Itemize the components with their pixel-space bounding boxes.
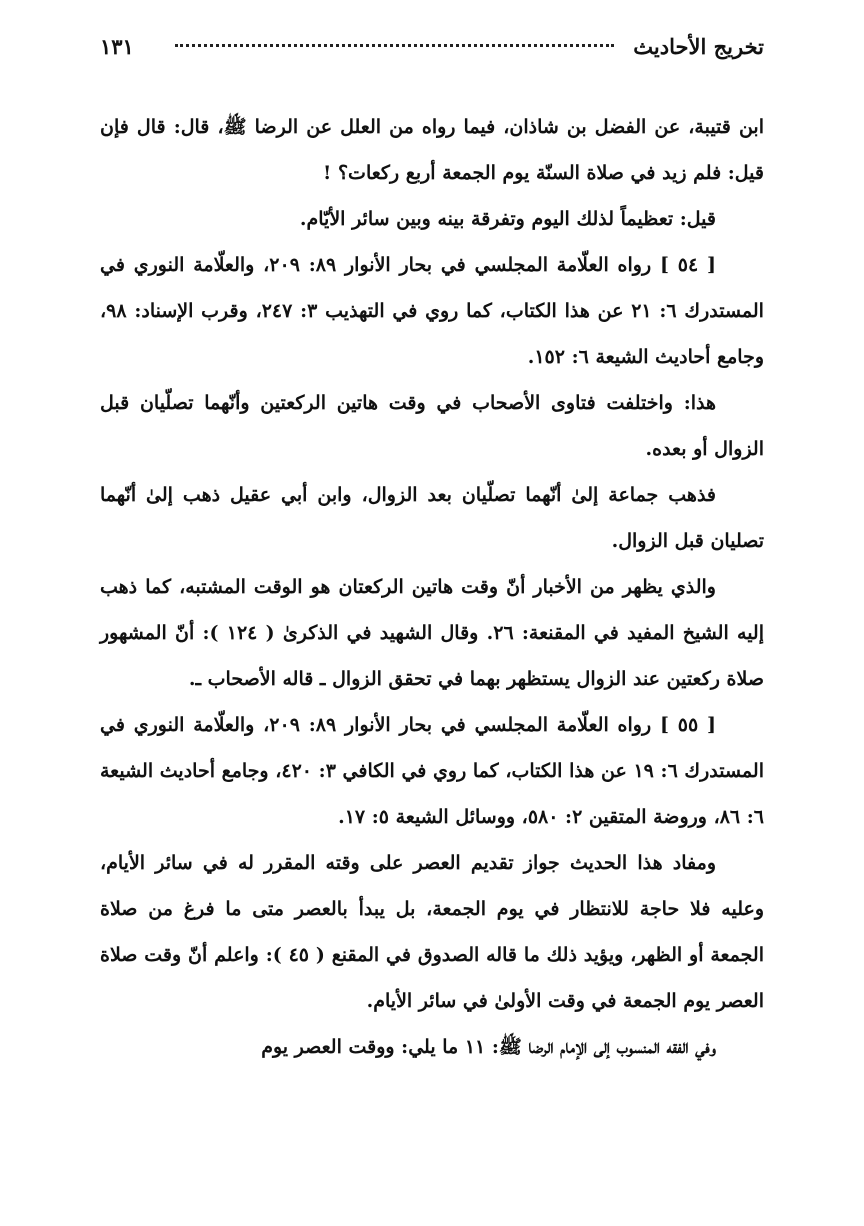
paragraph: فذهب جماعة إلىٰ أنّهما تصلّيان بعد الزوال، وابن أبي عقيل ذهب إلىٰ أنّهما تصليان قبل الزوال.: [100, 484, 764, 552]
paragraph: [ ٥٤ ] رواه العلّامة المجلسي في بحار الأنوار ٨٩: ٢٠٩، والعلّامة النوري في المستدرك ٦: ٢١ عن هذا الكتاب، كما روي في التهذيب ٣: ٢٤٧، وقرب الإسناد: ٩٨، وجامع أحاديث الشيعة ٦: ١٥٢.: [100, 254, 764, 368]
page-body: [100, 104, 764, 1070]
chapter-title: تخريج الأحاديث: [633, 34, 764, 59]
running-header: [100, 30, 764, 78]
paragraph: والذي يظهر من الأخبار أنّ وقت هاتين الركعتان هو الوقت المشتبه، كما ذهب إليه الشيخ المفيد في المقنعة: ٢٦. وقال الشهيد في الذكرىٰ ( ١٢٤ ): أنّ المشهور صلاة ركعتين عند الزوال يستظهر بهما في تحقق الزوال ـ قاله الأصحاب ـ.: [100, 576, 764, 690]
header-dotted-leader: [175, 44, 614, 47]
paragraph: ومفاد هذا الحديث جواز تقديم العصر على وقته المقرر له في سائر الأيام، وعليه فلا حاجة للانتظار في يوم الجمعة، بل يبدأ بالعصر متى ما فرغ من صلاة الجمعة أو الظهر، ويؤيد ذلك ما قاله الصدوق في المقنع ( ٤٥ ): واعلم أنّ وقت صلاة العصر يوم الجمعة في وقت الأولىٰ في سائر الأيام.: [100, 852, 765, 1012]
paragraph: هذا: واختلفت فتاوى الأصحاب في وقت هاتين الركعتين وأنّهما تصلّيان قبل الزوال أو بعده.: [100, 392, 764, 460]
paragraph: قيل: تعظيماً لذلك اليوم وتفرقة بينه وبين سائر الأيّام.: [299, 208, 716, 230]
paragraph: وفي الفقه المنسوب إلى الإمام الرضا ﷺ: ١١ ما يلي: ووقت العصر يوم: [261, 1036, 716, 1058]
paragraph: [ ٥٥ ] رواه العلّامة المجلسي في بحار الأنوار ٨٩: ٢٠٩، والعلّامة النوري في المستدرك ٦: ١٩ عن هذا الكتاب، كما روي في الكافي ٣: ٤٢٠، وجامع أحاديث الشيعة ٦: ٨٦، وروضة المتقين ٢: ٥٨٠، ووسائل الشيعة ٥: ١٧.: [100, 714, 764, 828]
page-number: ١٣١: [100, 34, 134, 59]
paragraph: ابن قتيبة، عن الفضل بن شاذان، فيما رواه من العلل عن الرضا ﷺ، قال: قال فإن قيل: فلم زيد في صلاة السنّة يوم الجمعة أربع ركعات؟ !: [100, 116, 764, 184]
